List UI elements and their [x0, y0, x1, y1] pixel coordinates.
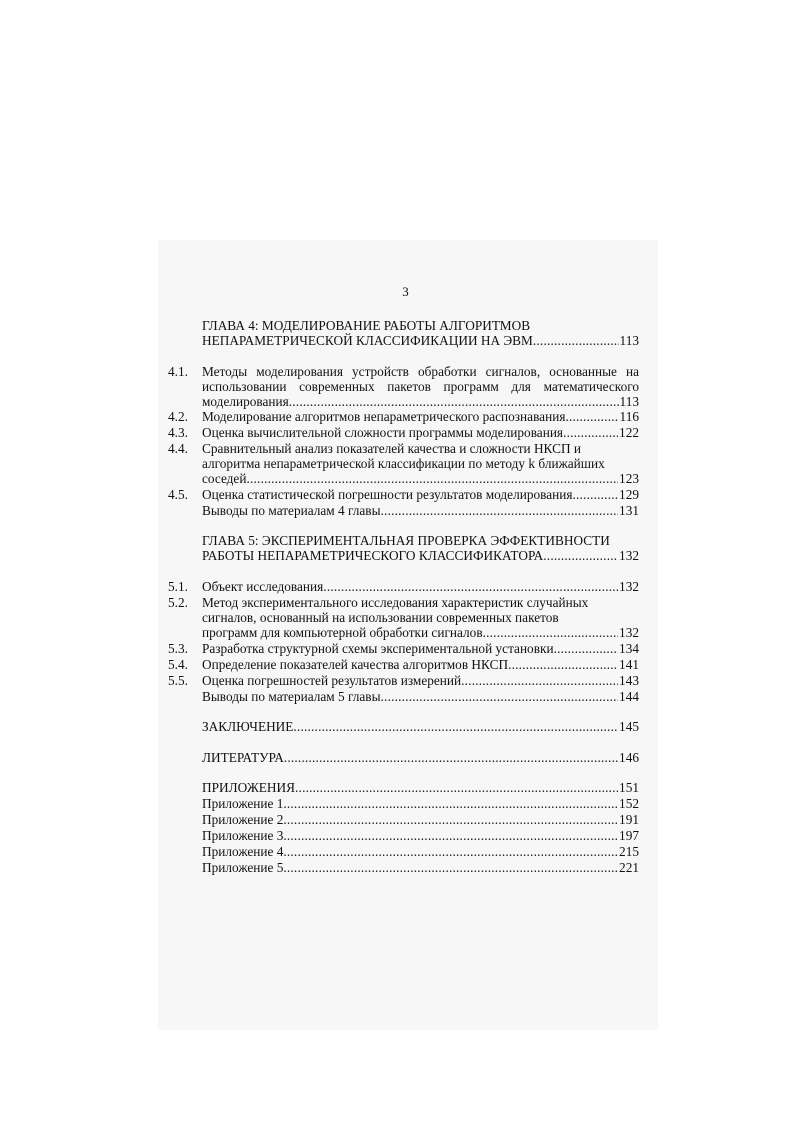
leader-dots — [295, 780, 618, 795]
section-number: 4.1. — [168, 364, 188, 379]
section-page: 129 — [619, 487, 639, 502]
leader-dots — [543, 548, 618, 563]
section-title: Объект исследования — [202, 579, 324, 594]
section-4-4-line3: соседей — [202, 471, 247, 486]
section-page: 116 — [619, 409, 639, 424]
section-page: 143 — [619, 673, 639, 688]
leader-dots — [508, 657, 618, 672]
page-number: 3 — [402, 284, 409, 299]
chapter4-conclusions-entry[interactable] — [202, 503, 639, 518]
section-4-4-line2: алгоритма непараметрической классификации по методу k ближайших — [202, 456, 605, 471]
chapter4-page: 113 — [619, 333, 639, 348]
leader-dots — [381, 689, 619, 704]
leader-dots — [461, 673, 618, 688]
chapter5-title-line1: ГЛАВА 5: ЭКСПЕРИМЕНТАЛЬНАЯ ПРОВЕРКА ЭФФЕКТИВНОСТИ — [202, 533, 610, 548]
chapter4-title-line2: НЕПАРАМЕТРИЧЕСКОЙ КЛАССИФИКАЦИИ НА ЭВМ — [202, 333, 533, 348]
leader-dots — [483, 625, 618, 640]
section-page: 123 — [619, 471, 639, 486]
leader-dots — [283, 844, 618, 859]
appendix-page: 215 — [619, 844, 639, 859]
leader-dots — [289, 394, 619, 409]
leader-dots — [293, 719, 618, 734]
chapter5-conclusions-entry[interactable] — [202, 689, 639, 704]
appendix-title: Приложение 3 — [202, 828, 284, 843]
section-5-2-line1: Метод экспериментального исследования характеристик случайных — [202, 595, 589, 610]
conclusions-title: Выводы по материалам 4 главы — [202, 503, 381, 518]
literature-title: ЛИТЕРАТУРА — [202, 750, 284, 765]
appendix-entry[interactable] — [202, 828, 639, 843]
section-number: 5.5. — [168, 673, 188, 688]
literature-entry[interactable] — [202, 750, 639, 765]
leader-dots — [565, 409, 618, 424]
section-5-3-entry[interactable] — [202, 641, 639, 656]
section-5-2-line2: сигналов, основанный на использовании современных пакетов — [202, 610, 559, 625]
section-page: 132 — [619, 625, 639, 640]
section-4-1-entry[interactable] — [202, 394, 639, 409]
leader-dots — [533, 333, 619, 348]
appendix-title: Приложение 5 — [202, 860, 284, 875]
chapter5-entry[interactable] — [202, 548, 639, 563]
appendices-page: 151 — [619, 780, 639, 795]
leader-dots — [284, 750, 618, 765]
section-4-1-line1: Методы моделирования устройств обработки сигналов, основанные на — [202, 364, 639, 379]
section-5-5-entry[interactable] — [202, 673, 639, 688]
section-5-4-entry[interactable] — [202, 657, 639, 672]
appendix-entry[interactable] — [202, 796, 639, 811]
appendix-entry[interactable] — [202, 860, 639, 875]
section-4-4-line1: Сравнительный анализ показателей качества и сложности НКСП и — [202, 441, 581, 456]
conclusion-page: 145 — [619, 719, 639, 734]
appendix-page: 221 — [619, 860, 639, 875]
appendices-entry[interactable] — [202, 780, 639, 795]
chapter4-entry[interactable] — [202, 333, 639, 348]
appendices-title: ПРИЛОЖЕНИЯ — [202, 780, 296, 795]
section-title: Определение показателей качества алгоритмов НКСП — [202, 657, 509, 672]
section-number: 5.1. — [168, 579, 188, 594]
appendix-entry[interactable] — [202, 812, 639, 827]
section-number: 5.3. — [168, 641, 188, 656]
section-4-1-line3: моделирования — [202, 394, 289, 409]
appendix-page: 152 — [619, 796, 639, 811]
leader-dots — [323, 579, 618, 594]
chapter5-page: 132 — [619, 548, 639, 563]
section-page: 113 — [619, 394, 639, 409]
section-number: 4.2. — [168, 409, 188, 424]
appendix-title: Приложение 4 — [202, 844, 284, 859]
section-title: Моделирование алгоритмов непараметрического распознавания — [202, 409, 566, 424]
conclusions-title: Выводы по материалам 5 главы — [202, 689, 381, 704]
section-title: Разработка структурной схемы экспериментальной установки — [202, 641, 554, 656]
section-number: 5.4. — [168, 657, 188, 672]
leader-dots — [554, 641, 618, 656]
leader-dots — [283, 796, 618, 811]
section-5-2-entry[interactable] — [202, 625, 639, 640]
section-page: 144 — [619, 689, 639, 704]
leader-dots — [283, 860, 618, 875]
chapter5-title-line2: РАБОТЫ НЕПАРАМЕТРИЧЕСКОГО КЛАССИФИКАТОРА — [202, 548, 544, 563]
leader-dots — [572, 487, 618, 502]
literature-page: 146 — [619, 750, 639, 765]
leader-dots — [563, 425, 618, 440]
leader-dots — [283, 828, 618, 843]
section-4-3-entry[interactable] — [202, 425, 639, 440]
section-4-1-line2: использовании современных пакетов программ для математического — [202, 379, 639, 394]
section-page: 134 — [619, 641, 639, 656]
section-4-2-entry[interactable] — [202, 409, 639, 424]
section-page: 141 — [619, 657, 639, 672]
conclusion-title: ЗАКЛЮЧЕНИЕ — [202, 719, 294, 734]
section-page: 122 — [619, 425, 639, 440]
section-number: 4.5. — [168, 487, 188, 502]
section-4-5-entry[interactable] — [202, 487, 639, 502]
leader-dots — [246, 471, 618, 486]
section-title: Оценка вычислительной сложности программы моделирования — [202, 425, 564, 440]
section-number: 5.2. — [168, 595, 188, 610]
appendix-page: 197 — [619, 828, 639, 843]
appendix-title: Приложение 2 — [202, 812, 284, 827]
section-page: 131 — [619, 503, 639, 518]
section-number: 4.4. — [168, 441, 188, 456]
section-5-2-line3: программ для компьютерной обработки сигналов — [202, 625, 483, 640]
appendix-page: 191 — [619, 812, 639, 827]
leader-dots — [381, 503, 619, 518]
conclusion-entry[interactable] — [202, 719, 639, 734]
section-title: Оценка погрешностей результатов измерений — [202, 673, 462, 688]
section-number: 4.3. — [168, 425, 188, 440]
section-5-1-entry[interactable] — [202, 579, 639, 594]
chapter4-title-line1: ГЛАВА 4: МОДЕЛИРОВАНИЕ РАБОТЫ АЛГОРИТМОВ — [202, 318, 531, 333]
section-page: 132 — [619, 579, 639, 594]
section-4-4-entry[interactable] — [202, 471, 639, 486]
appendix-title: Приложение 1 — [202, 796, 284, 811]
appendix-entry[interactable] — [202, 844, 639, 859]
section-title: Оценка статистической погрешности результатов моделирования — [202, 487, 573, 502]
leader-dots — [283, 812, 618, 827]
